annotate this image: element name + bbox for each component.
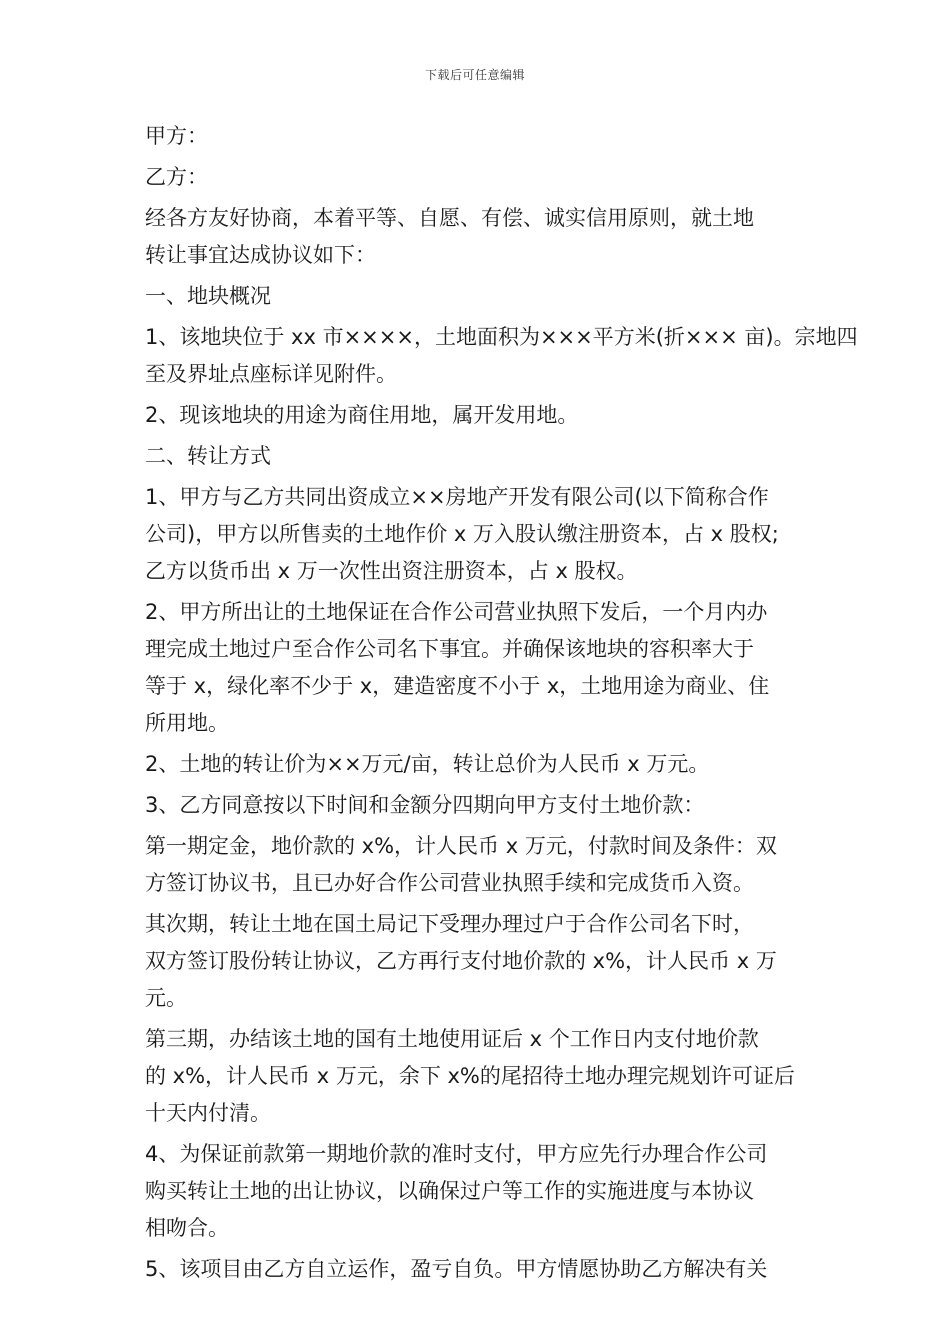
text-line: 1、该地块位于 xx 市××××，土地面积为×××平方米(折××× 亩)。宗地四 (145, 325, 858, 349)
text-line: 一、地块概况 (145, 284, 271, 308)
text-line: 第一期定金，地价款的 x%，计人民币 x 万元，付款时间及条件：双 (145, 834, 777, 858)
document-body (145, 118, 858, 1292)
text-line: 十天内付清。 (145, 1101, 271, 1125)
text-line: 乙方以货币出 x 万一次性出资注册资本，占 x 股权。 (145, 559, 638, 583)
paragraph (145, 159, 810, 196)
paragraph (145, 746, 810, 783)
text-line: 购买转让土地的出让协议，以确保过户等工作的实施进度与本协议 (145, 1179, 754, 1203)
text-line: 元。 (145, 986, 187, 1010)
text-line: 二、转让方式 (145, 444, 271, 468)
text-line: 所用地。 (145, 711, 229, 735)
paragraph (145, 1136, 810, 1247)
paragraph (145, 906, 810, 1017)
text-line: 4、为保证前款第一期地价款的准时支付，甲方应先行办理合作公司 (145, 1142, 768, 1166)
text-line: 双方签订股份转让协议，乙方再行支付地价款的 x%，计人民币 x 万 (145, 949, 777, 973)
paragraph (145, 828, 810, 902)
text-line: 第三期，办结该土地的国有土地使用证后 x 个工作日内支付地价款 (145, 1027, 759, 1051)
text-line: 经各方友好协商，本着平等、自愿、有偿、诚实信用原则，就土地 (145, 206, 754, 230)
paragraph (145, 319, 858, 393)
text-line: 其次期，转让土地在国土局记下受理办理过户于合作公司名下时， (145, 912, 754, 936)
text-line: 转让事宜达成协议如下： (145, 243, 376, 267)
text-line: 3、乙方同意按以下时间和金额分四期向甲方支付土地价款： (145, 793, 705, 817)
text-line: 至及界址点座标详见附件。 (145, 362, 397, 386)
paragraph (145, 397, 810, 434)
text-line: 公司)，甲方以所售卖的土地作价 x 万入股认缴注册资本，占 x 股权; (145, 522, 779, 546)
paragraph (145, 118, 810, 155)
text-line: 2、甲方所出让的土地保证在合作公司营业执照下发后，一个月内办 (145, 600, 768, 624)
text-line: 的 x%，计人民币 x 万元，余下 x%的尾招待土地办理完规划许可证后 (145, 1064, 795, 1088)
paragraph (145, 1021, 810, 1132)
text-line: 相吻合。 (145, 1216, 229, 1240)
paragraph (145, 479, 810, 590)
paragraph (145, 438, 810, 475)
text-line: 5、该项目由乙方自立运作，盈亏自负。甲方情愿协助乙方解决有关 (145, 1257, 768, 1281)
text-line: 方签订协议书，且已办好合作公司营业执照手续和完成货币入资。 (145, 871, 754, 895)
text-line: 理完成土地过户至合作公司名下事宜。并确保该地块的容积率大于 (145, 637, 754, 661)
paragraph (145, 200, 810, 274)
text-line: 乙方： (145, 165, 208, 189)
text-line: 2、土地的转让价为××万元/亩，转让总价为人民币 x 万元。 (145, 752, 710, 776)
text-line: 2、现该地块的用途为商住用地，属开发用地。 (145, 403, 579, 427)
paragraph (145, 1251, 810, 1288)
paragraph (145, 787, 810, 824)
paragraph (145, 594, 810, 742)
paragraph (145, 278, 810, 315)
paragraph-gap (145, 1288, 810, 1292)
text-line: 1、甲方与乙方共同出资成立××房地产开发有限公司(以下简称合作 (145, 485, 769, 509)
page-header-note: 下载后可任意编辑 (424, 68, 525, 82)
text-line: 等于 x，绿化率不少于 x，建造密度不小于 x，土地用途为商业、住 (145, 674, 770, 698)
text-line: 甲方： (145, 124, 208, 148)
